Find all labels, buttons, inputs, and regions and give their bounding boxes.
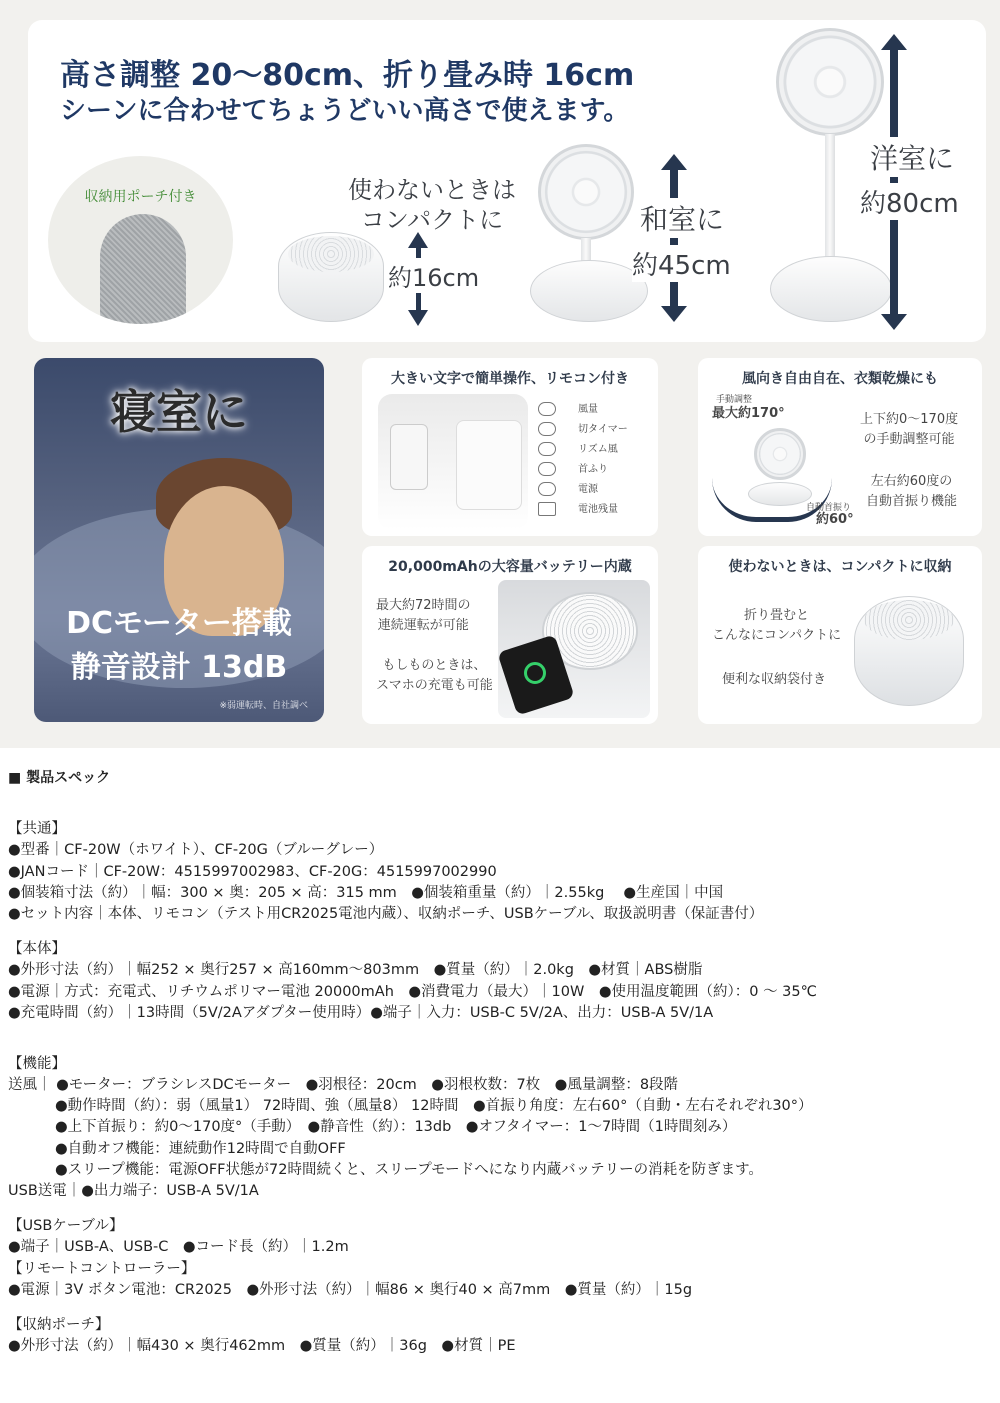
storage-bag-text: 便利な収納袋付き — [722, 672, 827, 687]
rhythm-icon — [538, 442, 556, 456]
spec-common-contents: ●セット内容｜本体、リモコン（テスト用CR2025電池内蔵）、収納ポーチ、USBケーブル、取扱説明書（保証書付） — [8, 905, 764, 922]
spec-pouch-title: 【収納ポーチ】 — [8, 1316, 110, 1333]
fan-45-base — [530, 260, 648, 322]
washitsu-label: 和室に — [640, 198, 724, 238]
timer-icon — [538, 422, 556, 436]
wind-fan-head — [754, 428, 806, 480]
power-icon — [538, 482, 556, 496]
manual-adjust-text — [860, 410, 958, 450]
auto-angle-label: 約60° — [816, 512, 854, 527]
fan-base-panel-image — [456, 420, 522, 510]
remote-control-image — [390, 424, 428, 490]
runtime-text-line1: 最大約72時間の — [376, 598, 471, 613]
legend-label: リズム風 — [578, 444, 618, 455]
fan-45-head — [538, 144, 634, 240]
battery-panel — [362, 546, 658, 724]
spec-common-box: ●個装箱寸法（約）｜幅：300 × 奥：205 × 高：315 mm ●個装箱重量（約）｜2.55kg ●生産国｜中国 — [8, 884, 724, 901]
fold-text-line1: 折り畳むと — [744, 608, 810, 623]
legend-label: 首ふり — [578, 464, 608, 475]
spec-func-usb: USB送電｜●出力端子：USB-A 5V/1A — [8, 1183, 259, 1199]
spec-heading: ■ 製品スペック — [8, 770, 111, 786]
spec-common-model: ●型番｜CF-20W（ホワイト）、CF-20G（ブルーグレー） — [8, 842, 384, 859]
manual-angle-label: 最大約170° — [712, 406, 785, 421]
spec-body-power: ●電源｜方式：充電式、リチウムポリマー電池 20000mAh ●消費電力（最大）｜10W ●使用温度範囲（約）：0 ～ 35℃ — [8, 983, 817, 1000]
bedroom-footnote: ※弱運転時、自社調べ — [219, 701, 308, 711]
wind-panel-title: 風向き自由自在、衣類乾燥にも — [742, 371, 938, 387]
product-spec-section — [8, 768, 992, 1357]
battery-panel-title: 20,000mAhの大容量バッテリー内蔵 — [388, 559, 632, 575]
manual-adjust-text-line2: の手動調整可能 — [863, 432, 955, 447]
spec-body-charge: ●充電時間（約）｜13時間（5V/2Aアダプター使用時）●端子｜入力：USB-C 5V/2A、出力：USB-A 5V/1A — [8, 1004, 714, 1021]
spec-common-jan: ●JANコード｜CF-20W：4515997002983、CF-20G：4515997002990 — [8, 863, 497, 880]
battery-fan-image — [498, 580, 650, 718]
manual-adjust-label: 手動調整 — [716, 395, 753, 405]
quiet-design-text: 静音設計 13dB — [70, 650, 288, 685]
runtime-text — [376, 596, 471, 636]
hero-subheadline: シーンに合わせてちょうどいい高さで使えます。 — [60, 96, 630, 126]
spec-func-title: 【機能】 — [8, 1055, 66, 1072]
legend-label: 電源 — [578, 484, 598, 495]
wind-direction-panel — [698, 358, 982, 536]
battery-icon — [538, 502, 556, 516]
spec-pouch: ●外形寸法（約）｜幅430 × 奥行462mm ●質量（約）｜36g ●材質｜PE — [8, 1338, 516, 1355]
spec-func-fan: 送風｜ ●モーター：ブラシレスDCモーター ●羽根径：20cm ●羽根枚数：7枚 ●風量調整：8段階 — [8, 1077, 679, 1094]
fan-80-head — [776, 28, 884, 136]
folded-fan-top-grille — [864, 600, 954, 640]
spec-body-title: 【本体】 — [8, 941, 66, 958]
spec-remote-title: 【リモートコントローラー】 — [8, 1260, 196, 1277]
pouch-bag-graphic — [100, 214, 186, 324]
height-arrow-80 — [890, 48, 898, 316]
height-arrow-45 — [670, 168, 678, 308]
phone-charge-text-line2: スマホの充電も可能 — [376, 678, 493, 693]
legend-label: 切タイマー — [578, 424, 628, 435]
fan-folded-grille — [288, 236, 374, 272]
fan-80-base — [770, 256, 892, 322]
pouch-image — [48, 156, 233, 324]
spec-func-tilt: ●上下首振り：約0～170度°（手動） ●静音性（約）：13db ●オフタイマー：1～7時間（1時間刻み） — [55, 1119, 737, 1136]
storage-panel — [698, 546, 982, 724]
charging-icon — [524, 662, 546, 684]
auto-swing-text-line1: 左右約60度の — [870, 474, 953, 489]
legend-label: 電池残量 — [578, 504, 618, 515]
storage-panel-title: 使わないときは、コンパクトに収納 — [728, 559, 952, 575]
bedroom-panel — [34, 358, 324, 722]
spec-func-autooff: ●自動オフ機能：連続動作12時間で自動OFF — [55, 1140, 346, 1157]
auto-swing-text-line2: 自動首振り機能 — [866, 494, 958, 509]
speed-icon — [538, 402, 556, 416]
spec-body-size: ●外形寸法（約）｜幅252 × 奥行257 × 高160mm～803mm ●質量（約）｜2.0kg ●材質｜ABS樹脂 — [8, 962, 703, 979]
auto-swing-text — [866, 472, 957, 512]
pouch-label: 収納用ポーチ付き — [84, 189, 197, 205]
spec-cable: ●端子｜USB-A、USB-C ●コード長（約）｜1.2m — [8, 1239, 349, 1256]
compact-caption — [348, 175, 516, 235]
remote-button-legend — [538, 400, 650, 520]
fold-text-line2: こんなにコンパクトに — [712, 628, 842, 643]
phone-charge-text — [376, 656, 493, 696]
auto-swing-label: 自動首振り — [806, 503, 852, 513]
compact-caption-line1: 使わないときは — [348, 176, 516, 204]
spec-cable-title: 【USBケーブル】 — [8, 1218, 124, 1235]
spec-func-runtime: ●動作時間（約）：弱（風量1） 72時間、強（風量8） 12時間 ●首振り角度：左右60°（自動・左右それぞれ30°） — [55, 1098, 813, 1115]
spec-common-title: 【共通】 — [8, 821, 66, 838]
runtime-text-line2: 連続運転が可能 — [377, 618, 469, 633]
youshitsu-height-label: 約80cm — [860, 183, 959, 220]
spec-remote: ●電源｜3V ボタン電池：CR2025 ●外形寸法（約）｜幅86 × 奥行40 × 高7mm ●質量（約）｜15g — [8, 1281, 693, 1298]
legend-label: 風量 — [578, 404, 598, 415]
spec-func-sleep: ●スリープ機能：電源OFF状態が72時間続くと、スリープモードへになり内蔵バッテリーの消耗を防ぎます。 — [55, 1161, 763, 1178]
swing-icon — [538, 462, 556, 476]
washitsu-height-label: 約45cm — [632, 245, 731, 282]
remote-panel-title: 大きい文字で簡単操作、リモコン付き — [391, 371, 629, 387]
dc-motor-text: DCモーター搭載 — [66, 606, 292, 641]
bedroom-title: 寝室に — [110, 385, 248, 439]
height-hero-card — [28, 20, 986, 342]
phone-charge-text-line1: もしものときは、 — [382, 658, 487, 673]
remote-panel — [362, 358, 658, 536]
youshitsu-label: 洋室に — [870, 137, 954, 177]
compact-height-label: 約16cm — [386, 258, 481, 293]
compact-caption-line2: コンパクトに — [360, 206, 504, 234]
manual-adjust-text-line1: 上下約0～170度 — [860, 412, 959, 427]
fold-text — [712, 606, 841, 646]
hero-headline: 高さ調整 20～80cm、折り畳み時 16cm — [60, 58, 635, 93]
